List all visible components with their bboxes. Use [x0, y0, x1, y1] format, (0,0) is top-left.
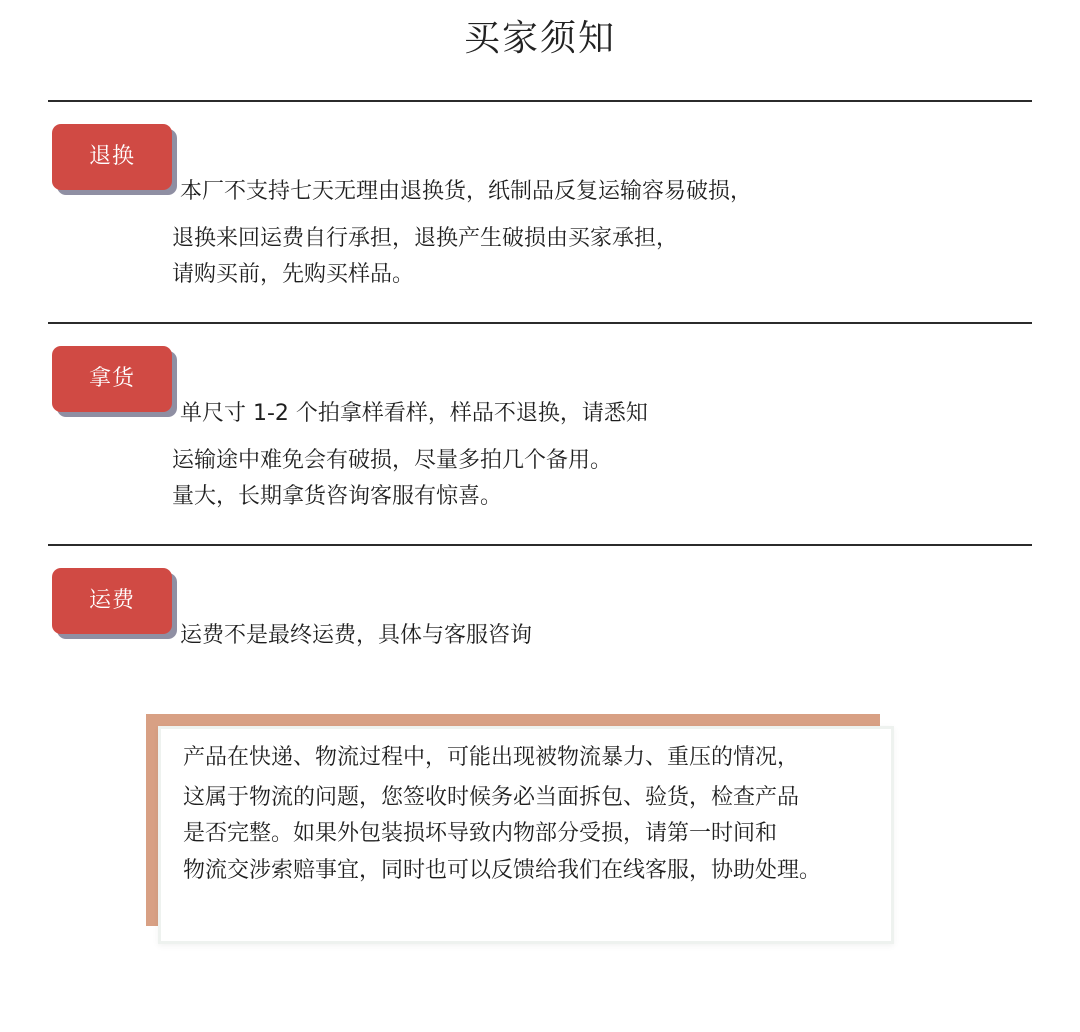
section-line: 量大，长期拿货咨询客服有惊喜。	[172, 484, 503, 509]
section-line: 退换来回运费自行承担，退换产生破损由买家承担，	[172, 226, 679, 251]
section-line: 单尺寸 1-2 个拍拿样看样，样品不退换，请悉知	[180, 401, 648, 426]
tag-shipping: 运费	[52, 568, 172, 634]
tag-return-exchange: 退换	[52, 124, 172, 190]
section-line: 请购买前，先购买样品。	[172, 262, 415, 287]
page-title: 买家须知	[463, 18, 616, 59]
tag-pickup: 拿货	[52, 346, 172, 412]
notice-line: 物流交涉索赔事宜，同时也可以反馈给我们在线客服，协助处理。	[183, 858, 822, 883]
section-line: 运输途中难免会有破损，尽量多拍几个备用。	[172, 448, 613, 473]
section-line: 本厂不支持七天无理由退换货，纸制品反复运输容易破损，	[180, 179, 753, 204]
section-line: 运费不是最终运费，具体与客服咨询	[180, 623, 533, 648]
notice-line: 产品在快递、物流过程中，可能出现被物流暴力、重压的情况，	[183, 745, 800, 770]
notice-line: 是否完整。如果外包装损坏导致内物部分受损，请第一时间和	[183, 821, 778, 846]
divider-top	[48, 100, 1032, 102]
divider	[48, 544, 1032, 546]
divider	[48, 322, 1032, 324]
notice-card	[158, 726, 894, 944]
notice-line: 这属于物流的问题，您签收时候务必当面拆包、验货，检查产品	[183, 785, 800, 810]
